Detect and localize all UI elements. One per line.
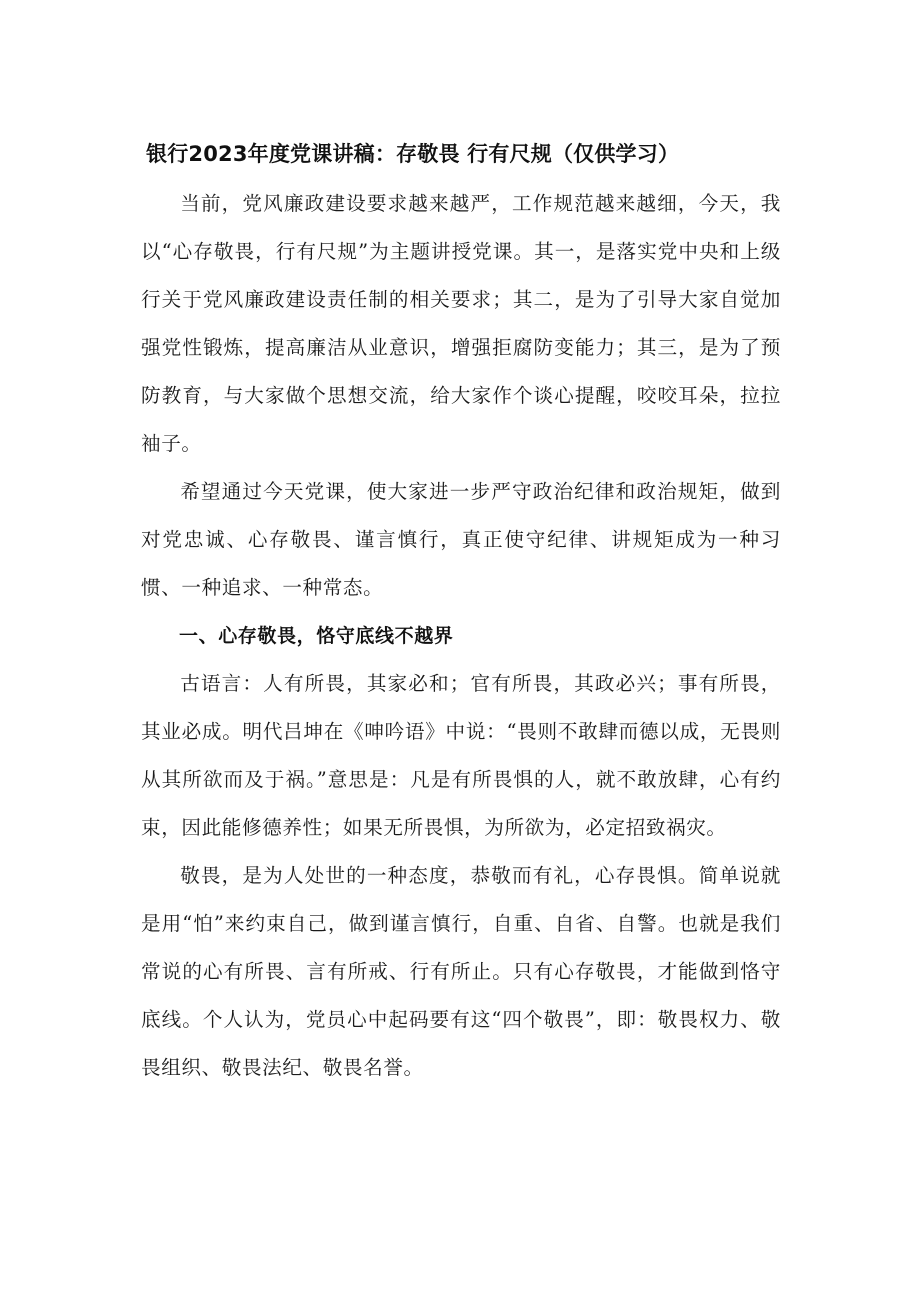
section-1-heading: 一、心存敬畏，恪守底线不越界 [179, 625, 454, 647]
document-page [141, 128, 781, 1092]
section-1-paragraph-2: 敬畏，是为人处世的一种态度，恭敬而有礼，心存畏惧。简单说就是用“怕”来约束自己，做到谨言慎行，自重、自省、自警。也就是我们常说的心有所畏、言有所戒、行有所止。只有心存敬畏，才能做到恪守底线。个人认为，党员心中起码要有这“四个敬畏”，即：敬畏权力、敬畏组织、敬畏法纪、敬畏名誉。 [141, 864, 781, 1079]
intro-paragraph-1: 当前，党风廉政建设要求越来越严，工作规范越来越细，今天，我以“心存敬畏，行有尺规”为主题讲授党课。其一，是落实党中央和上级行关于党风廉政建设责任制的相关要求；其二，是为了引导大家自觉加强党性锻炼，提高廉洁从业意识，增强拒腐防变能力；其三，是为了预防教育，与大家做个思想交流，给大家作个谈心提醒，咬咬耳朵，拉拉袖子。 [141, 192, 781, 455]
section-1-paragraph-1: 古语言：人有所畏，其家必和；官有所畏，其政必兴；事有所畏，其业必成。明代吕坤在《呻吟语》中说：“畏则不敢肆而德以成，无畏则从其所欲而及于祸。”意思是：凡是有所畏惧的人，就不敢放肆，心有约束，因此能修德养性；如果无所畏惧，为所欲为，必定招致祸灾。 [141, 672, 781, 839]
document-title: 银行2023年度党课讲稿：存敬畏 行有尺规（仅供学习） [146, 142, 680, 166]
intro-paragraph-2: 希望通过今天党课，使大家进一步严守政治纪律和政治规矩，做到对党忠诚、心存敬畏、谨言慎行，真正使守纪律、讲规矩成为一种习惯、一种追求、一种常态。 [141, 480, 781, 599]
